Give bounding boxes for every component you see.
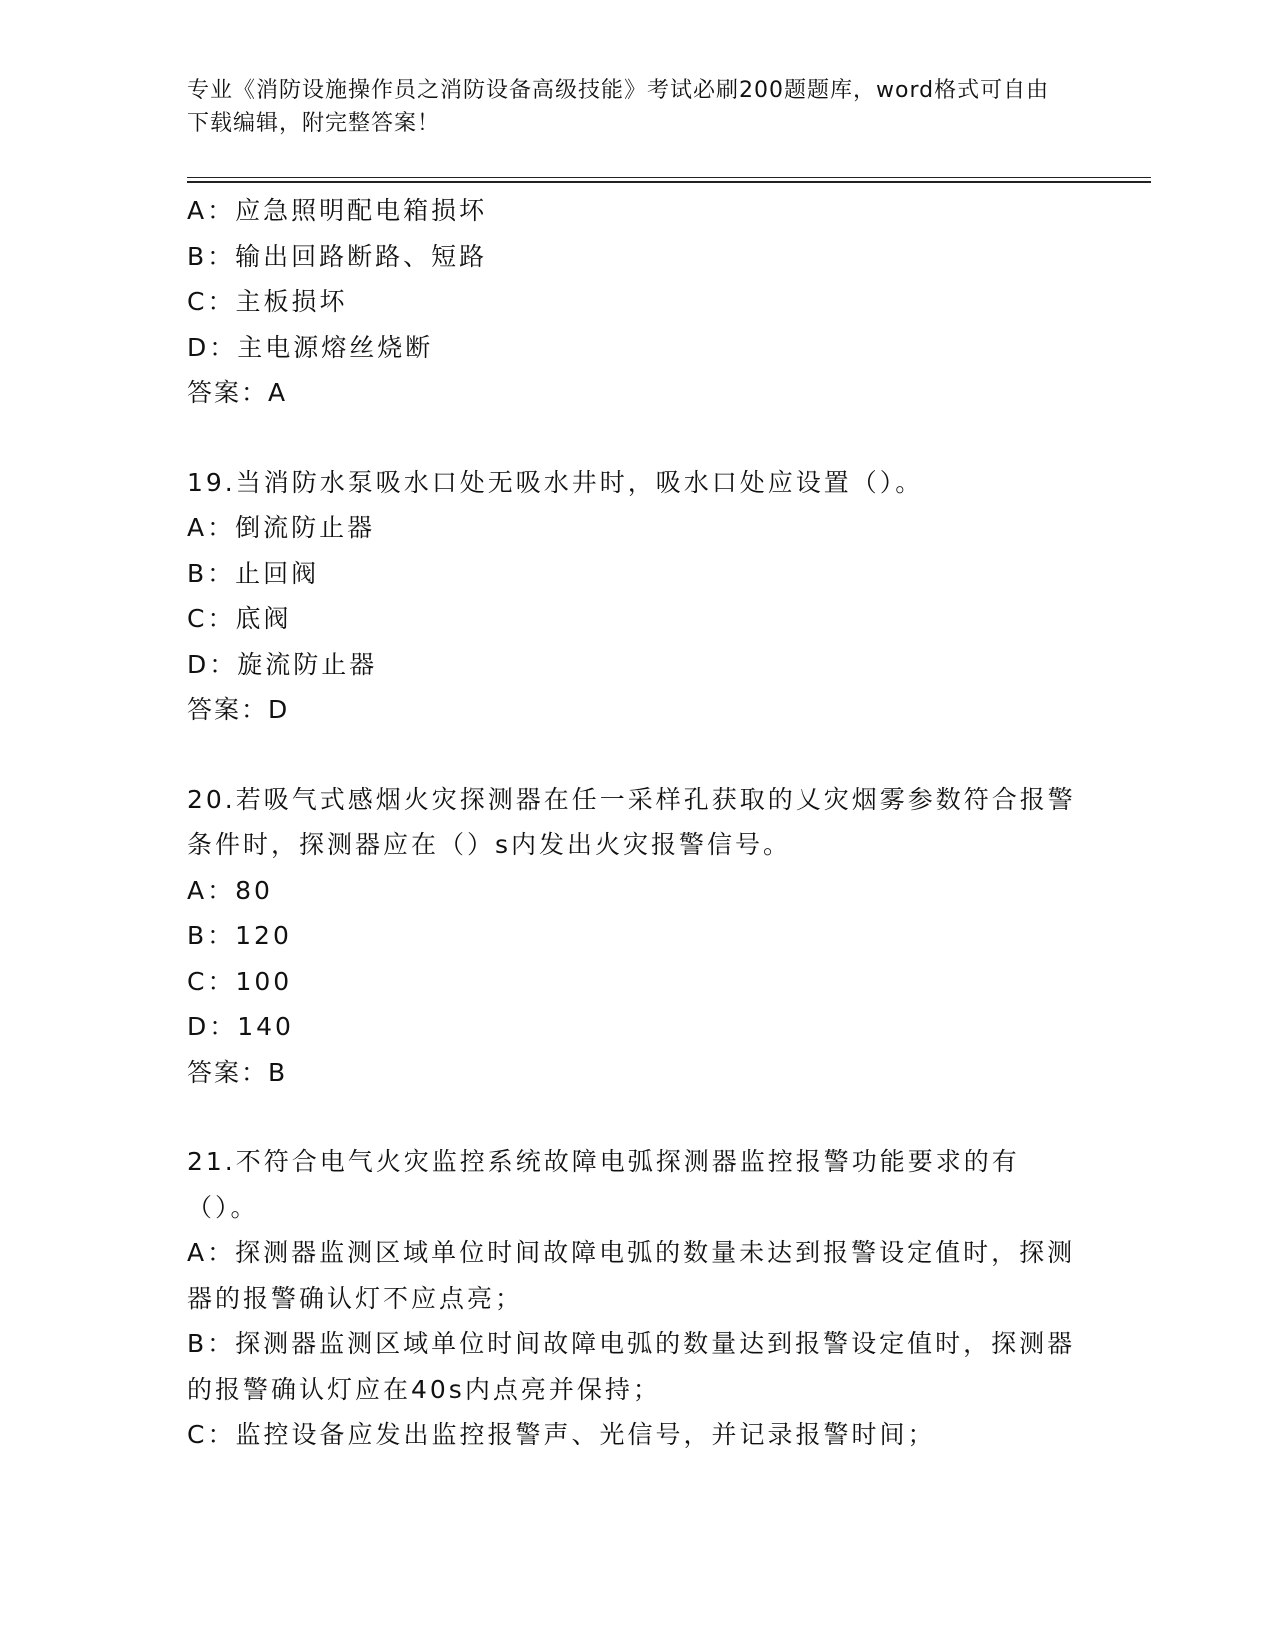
- option-d: D：旋流防止器: [187, 649, 378, 679]
- spacer: [187, 733, 1077, 777]
- question-text: 21.不符合电气火灾监控系统故障电弧探测器监控报警功能要求的有（）。: [187, 1147, 1020, 1222]
- option-d: D：140: [187, 1012, 294, 1041]
- option-a: A：探测器监测区域单位时间故障电弧的数量未达到报警设定值时，探测器的报警确认灯不应点亮；: [187, 1238, 1076, 1313]
- answer: 答案：A: [187, 378, 288, 407]
- option-b: B：探测器监测区域单位时间故障电弧的数量达到报警设定值时，探测器的报警确认灯应在40s内点亮并保持；: [187, 1329, 1076, 1404]
- question-text: 20.若吸气式感烟火灾探测器在任一采样孔获取的乂灾烟雾参数符合报警条件时，探测器应在（）s内发出火灾报警信号。: [187, 784, 1076, 859]
- document-header: 专业《消防设施操作员之消防设备高级技能》考试必刷200题题库，word格式可自由下载编辑，附完整答案！: [187, 78, 1050, 136]
- header-rule-thin: [187, 177, 1151, 178]
- question-20: [187, 777, 1077, 1096]
- option-a: A：80: [187, 875, 273, 905]
- question-text: 19.当消防水泵吸水口处无吸水井时，吸水口处应设置（）。: [187, 467, 924, 497]
- option-b: B：止回阀: [187, 558, 320, 588]
- option-a: A：应急照明配电箱损坏: [187, 196, 488, 225]
- header-rule-thick: [187, 181, 1151, 183]
- answer: 答案：D: [187, 695, 290, 724]
- option-b: B：输出回路断路、短路: [187, 241, 488, 271]
- question-content: [187, 188, 1077, 1458]
- option-c: C：100: [187, 966, 293, 996]
- option-b: B：120: [187, 921, 292, 950]
- spacer: [187, 1095, 1077, 1139]
- option-a: A：倒流防止器: [187, 513, 376, 542]
- question-18: [187, 188, 1077, 416]
- option-c: C：监控设备应发出监控报警声、光信号，并记录报警时间；: [187, 1420, 936, 1449]
- option-d: D：主电源熔丝烧断: [187, 332, 434, 362]
- option-c: C：底阀: [187, 604, 292, 633]
- spacer: [187, 416, 1077, 460]
- answer: 答案：B: [187, 1057, 288, 1087]
- option-c: C：主板损坏: [187, 287, 348, 316]
- question-19: [187, 460, 1077, 733]
- question-21: [187, 1139, 1077, 1458]
